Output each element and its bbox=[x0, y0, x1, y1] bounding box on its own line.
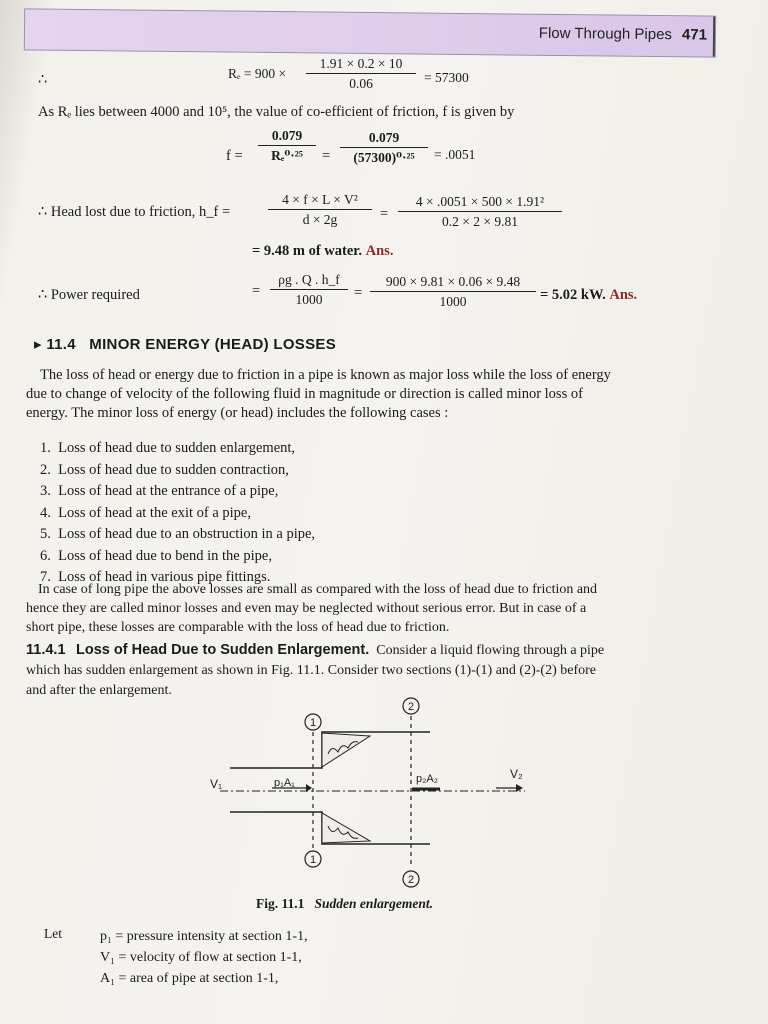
hf-result: = 9.48 m of water. bbox=[252, 243, 363, 259]
header-divider bbox=[713, 17, 715, 57]
list-text: Loss of head due to bend in the pipe, bbox=[58, 547, 272, 564]
re-result: = 57300 bbox=[424, 70, 469, 85]
intro-line: due to change of velocity of the following fluid in magnitude or direction is called minor loss of bbox=[26, 386, 583, 402]
para-line: hence they are called minor losses and even may be neglected without serious error. But in case of a bbox=[26, 601, 587, 616]
cases-list bbox=[40, 438, 315, 589]
list-item bbox=[40, 481, 315, 503]
re-numerator: 1.91 × 0.2 × 10 bbox=[306, 56, 416, 74]
page-header bbox=[24, 8, 716, 57]
therefore-symbol: ∴ bbox=[38, 72, 48, 88]
section-intro bbox=[26, 366, 611, 423]
subsection-line: and after the enlargement. bbox=[26, 683, 172, 698]
sudden-enlargement-figure bbox=[190, 696, 550, 892]
list-number: 5. bbox=[40, 526, 51, 542]
power-fraction-1 bbox=[270, 272, 348, 308]
label-2-bottom: 2 bbox=[407, 874, 415, 886]
list-text: Loss of head due to an obstruction in a pipe, bbox=[58, 526, 316, 542]
para-line: In case of long pipe the above losses are small as compared with the loss of head due to friction and bbox=[38, 582, 598, 597]
section-number: 11.4 bbox=[46, 336, 76, 353]
definition-item: V₁ = velocity of flow at section 1-1, bbox=[100, 950, 302, 965]
definition-item: A₁ = area of pipe at section 1-1, bbox=[100, 971, 279, 986]
list-text: Loss of head in various pipe fittings. bbox=[58, 569, 271, 585]
section-1-marker-top bbox=[305, 714, 321, 730]
hf-result-line bbox=[252, 243, 393, 260]
figure-number: Fig. 11.1 bbox=[256, 896, 305, 911]
power-label: ∴ Power required bbox=[38, 287, 140, 303]
list-number: 7. bbox=[40, 569, 51, 585]
hf-answer-tag: Ans. bbox=[365, 243, 394, 259]
eddy-zone-upper bbox=[322, 733, 370, 767]
section-2-marker-bottom bbox=[403, 871, 419, 887]
list-item bbox=[40, 503, 315, 525]
section-heading bbox=[34, 335, 336, 353]
power-denominator-2: 1000 bbox=[439, 294, 467, 309]
list-text: Loss of head at the exit of a pipe, bbox=[58, 504, 251, 521]
hf-numerator-1: 4 × f × L × V² bbox=[268, 192, 372, 210]
subsection-line: Consider a liquid flowing through a pipe bbox=[376, 643, 605, 658]
label-1-bottom: 1 bbox=[309, 854, 317, 866]
list-number: 4. bbox=[40, 504, 51, 521]
list-number: 1. bbox=[40, 440, 51, 456]
f-fraction-2 bbox=[340, 130, 428, 166]
re-fraction bbox=[306, 56, 416, 92]
definitions-list bbox=[100, 926, 308, 989]
power-fraction-2 bbox=[370, 274, 536, 310]
intro-line: The loss of head or energy due to friction in a pipe is known as major loss while the loss of energy bbox=[40, 367, 611, 383]
subsection-block bbox=[26, 640, 604, 701]
hf-fraction-2 bbox=[398, 194, 562, 230]
subsection-title: Loss of Head Due to Sudden Enlargement. bbox=[76, 642, 370, 658]
f-denominator-1: Rₑ⁰·²⁵ bbox=[271, 148, 303, 163]
p1a1-label: p₁A₁ bbox=[274, 777, 295, 789]
hf-denominator-1: d × 2g bbox=[302, 212, 338, 227]
list-item bbox=[40, 460, 315, 482]
list-item bbox=[40, 438, 315, 460]
f-equals: = bbox=[322, 148, 331, 164]
hf-numerator-2: 4 × .0051 × 500 × 1.91² bbox=[398, 194, 562, 212]
list-text: Loss of head at the entrance of a pipe, bbox=[58, 483, 279, 499]
list-item bbox=[40, 524, 315, 546]
label-2-top: 2 bbox=[407, 701, 415, 713]
f-fraction-1 bbox=[258, 128, 316, 164]
re-denominator: 0.06 bbox=[349, 76, 373, 91]
head-loss-label: ∴ Head lost due to friction, h_f = bbox=[38, 204, 231, 220]
header-title: Flow Through Pipes bbox=[538, 24, 673, 44]
re-lhs: Rₑ = 900 × bbox=[228, 66, 287, 81]
v2-label: V₂ bbox=[510, 767, 523, 781]
section-2-marker-top bbox=[403, 698, 419, 714]
f-lhs: f = bbox=[226, 148, 243, 164]
list-number: 2. bbox=[40, 461, 51, 478]
p2a2-label: p₂A₂ bbox=[416, 773, 438, 785]
power-answer-tag: Ans. bbox=[609, 287, 638, 303]
f-numerator-2: 0.079 bbox=[340, 130, 428, 148]
subsection-number: 11.4.1 bbox=[26, 642, 66, 658]
let-label: Let bbox=[44, 926, 62, 941]
definition-item: p₁ = pressure intensity at section 1-1, bbox=[100, 929, 308, 944]
f-numerator-1: 0.079 bbox=[258, 128, 316, 146]
power-result: = 5.02 kW. bbox=[540, 287, 606, 303]
list-number: 6. bbox=[40, 547, 51, 564]
list-item bbox=[40, 546, 315, 568]
section-title: MINOR ENERGY (HEAD) LOSSES bbox=[89, 336, 337, 353]
list-text: Loss of head due to sudden contraction, bbox=[58, 461, 289, 478]
hf-fraction-1 bbox=[268, 192, 372, 228]
intro-line: energy. The minor loss of energy (or head) includes the following cases : bbox=[26, 405, 449, 421]
figure-caption bbox=[256, 896, 433, 912]
power-numerator-2: 900 × 9.81 × 0.06 × 9.48 bbox=[370, 274, 536, 292]
power-numerator-1: ρg . Q . h_f bbox=[270, 272, 348, 290]
hf-denominator-2: 0.2 × 2 × 9.81 bbox=[442, 214, 518, 229]
f-denominator-2: (57300)⁰·²⁵ bbox=[353, 150, 415, 165]
hf-equals: = bbox=[380, 206, 389, 222]
para-line: short pipe, these losses are comparable with the loss of head due to friction. bbox=[26, 620, 450, 635]
section-marker: ▸ bbox=[34, 336, 42, 353]
section-1-marker-bottom bbox=[305, 851, 321, 867]
minor-loss-paragraph bbox=[26, 580, 598, 637]
header-text bbox=[539, 25, 707, 44]
label-1-top: 1 bbox=[309, 717, 317, 729]
friction-intro-line: As Rₑ lies between 4000 and 10⁵, the value of co-efficient of friction, f is given by bbox=[38, 104, 515, 120]
v1-label: V₁ bbox=[210, 777, 223, 791]
figure-title: Sudden enlargement. bbox=[314, 896, 434, 911]
subsection-line: which has sudden enlargement as shown in Fig. 11.1. Consider two sections (1)-(1) and (2)-(2) before bbox=[26, 663, 596, 678]
power-result-line bbox=[540, 287, 637, 304]
power-equals-1: = bbox=[252, 283, 261, 299]
power-equals-2: = bbox=[354, 285, 363, 301]
f-result: = .0051 bbox=[434, 147, 476, 162]
power-denominator-1: 1000 bbox=[295, 292, 323, 307]
page-number: 471 bbox=[681, 26, 708, 44]
list-text: Loss of head due to sudden enlargement, bbox=[58, 440, 296, 456]
list-number: 3. bbox=[40, 483, 51, 499]
